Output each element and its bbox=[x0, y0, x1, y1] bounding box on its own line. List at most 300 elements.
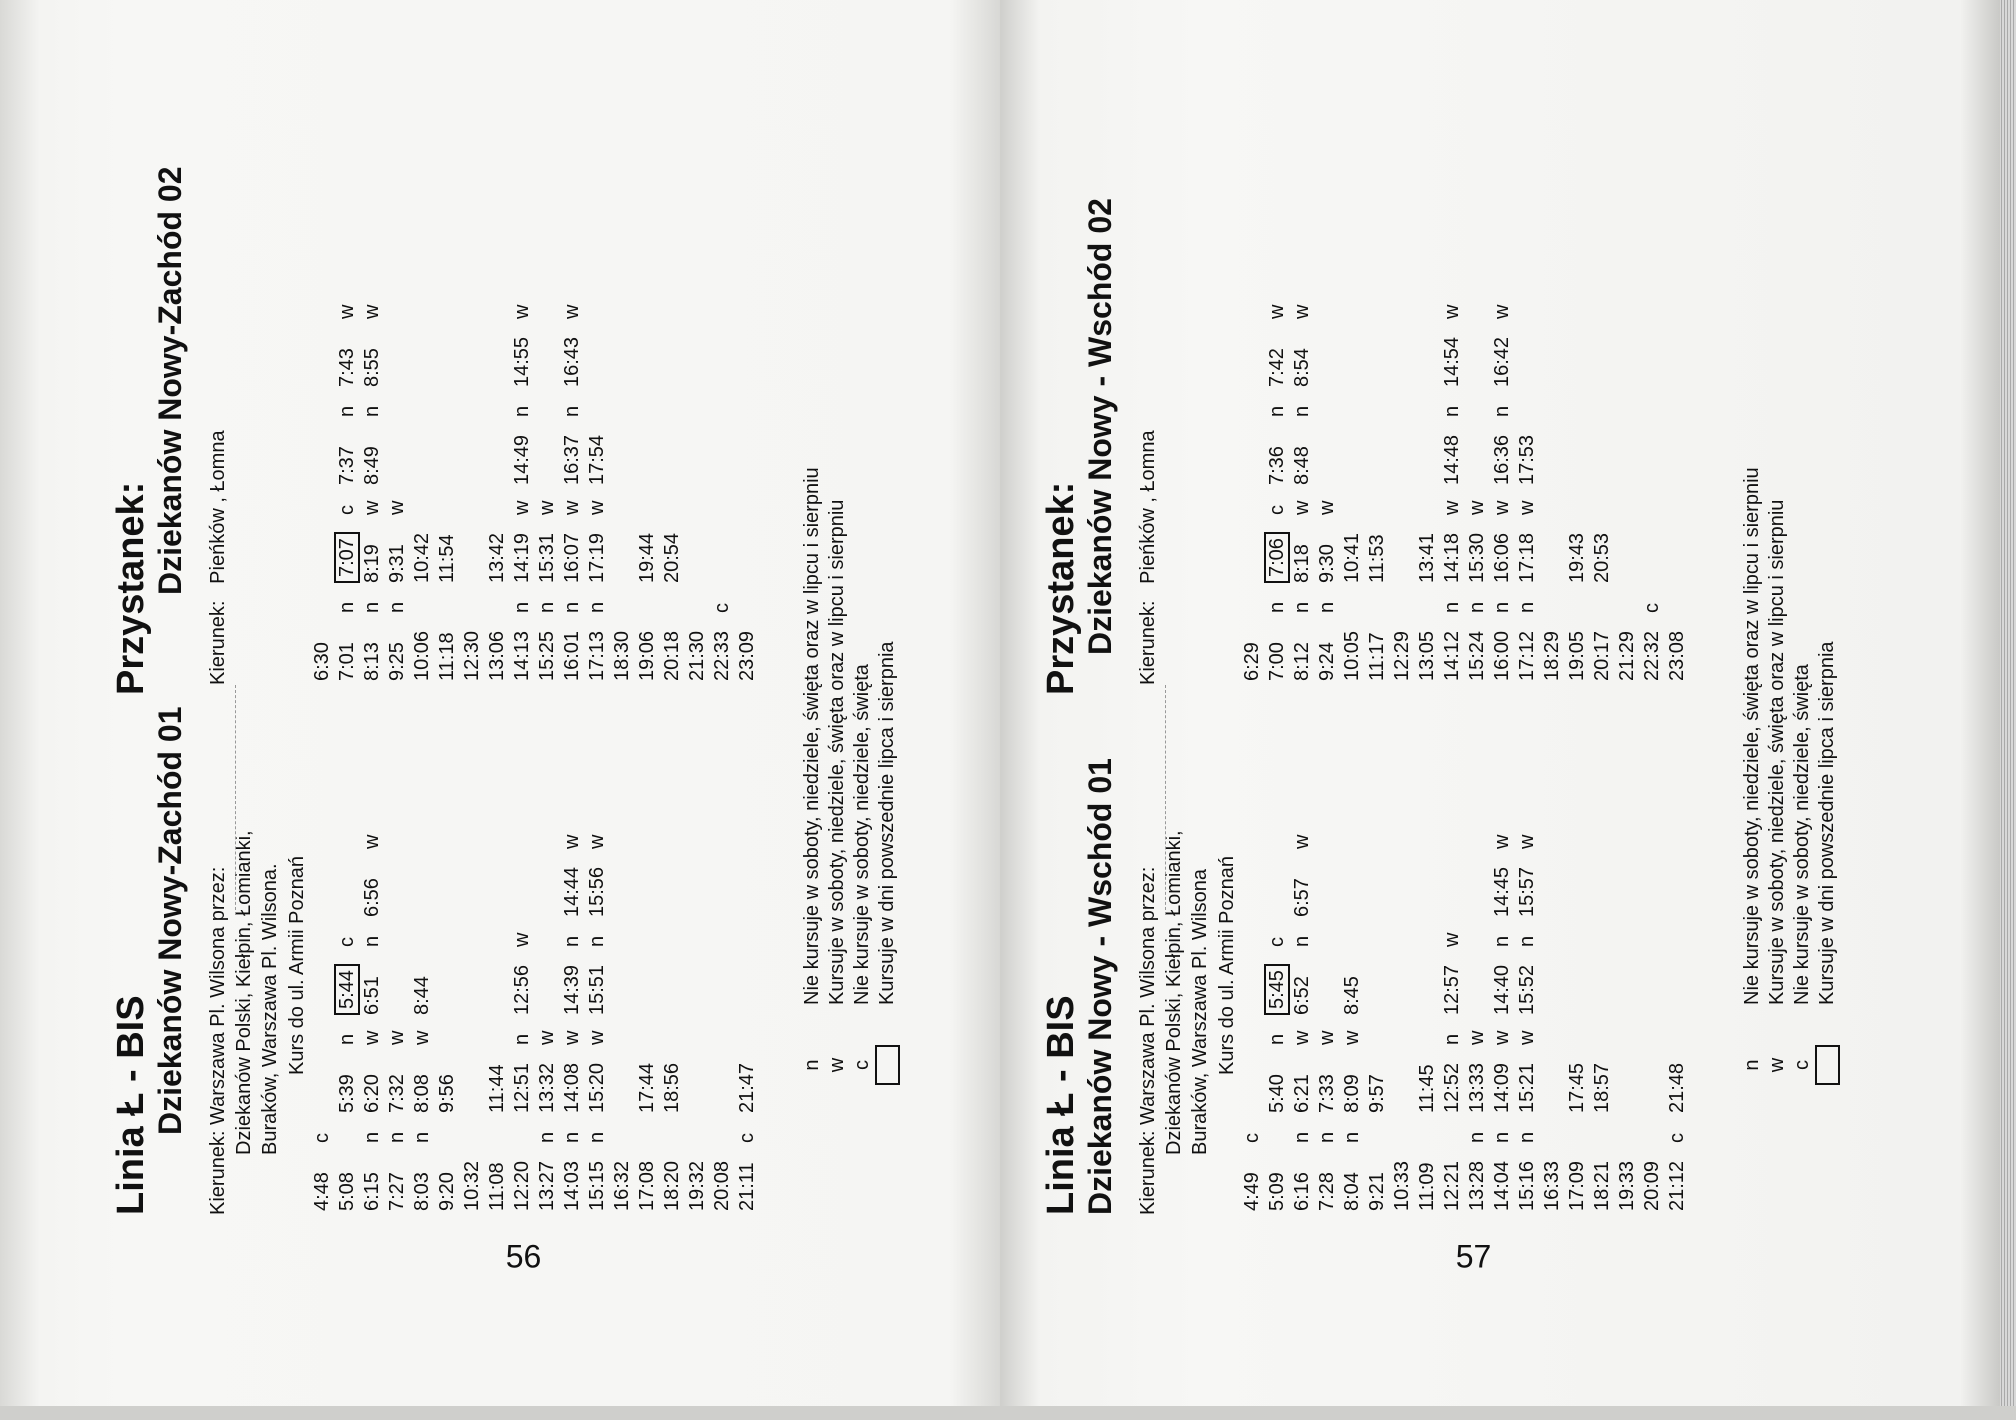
departure-time: 19:43 bbox=[1566, 532, 1588, 583]
departure-mark bbox=[685, 489, 710, 519]
timetable-row bbox=[1590, 293, 1615, 685]
kierunek-block-2: Kierunek: Pieńków , Łomna bbox=[207, 430, 229, 685]
timetable-row bbox=[1290, 823, 1315, 1215]
departure-mark bbox=[1340, 921, 1365, 951]
departure-time: 12:51 bbox=[511, 1062, 533, 1113]
timetable-row bbox=[660, 823, 685, 1215]
departure-mark bbox=[1615, 1019, 1640, 1049]
departure-time: 13:41 bbox=[1416, 532, 1438, 583]
departure-time bbox=[535, 421, 560, 489]
departure-time bbox=[1265, 853, 1290, 921]
departure-time: 8:54 bbox=[1291, 348, 1313, 387]
timetable-row bbox=[1365, 823, 1390, 1215]
departure-time: 8:55 bbox=[361, 348, 383, 387]
departure-time: 14:54 bbox=[1441, 336, 1463, 387]
departure-mark bbox=[1640, 293, 1665, 323]
departure-mark bbox=[685, 1117, 710, 1147]
departure-time: 15:16 bbox=[1516, 1160, 1538, 1211]
departure-time bbox=[660, 421, 685, 489]
departure-mark bbox=[1640, 1117, 1665, 1147]
departure-mark bbox=[735, 391, 760, 421]
departure-mark bbox=[1365, 293, 1390, 323]
departure-time: 18:29 bbox=[1541, 630, 1563, 681]
departure-mark: n bbox=[1441, 601, 1463, 613]
legend-text: Kursuje w dni powszednie lipca i sierpnia bbox=[876, 641, 898, 1005]
timetable-row bbox=[460, 293, 485, 685]
departure-mark bbox=[1665, 391, 1690, 421]
departure-time: 14:04 bbox=[1491, 1160, 1513, 1211]
departure-mark bbox=[710, 1117, 735, 1147]
departure-mark: w bbox=[511, 500, 533, 515]
departure-mark bbox=[310, 293, 335, 323]
departure-mark: n bbox=[1266, 601, 1288, 613]
legend-box-symbol bbox=[1815, 1045, 1840, 1085]
departure-mark bbox=[735, 489, 760, 519]
departure-mark bbox=[660, 489, 685, 519]
departure-time bbox=[1365, 421, 1390, 489]
departure-mark bbox=[685, 293, 710, 323]
departure-time: 14:48 bbox=[1441, 434, 1463, 485]
departure-time: 18:30 bbox=[611, 630, 633, 681]
departure-time bbox=[1615, 519, 1640, 587]
departure-time bbox=[1665, 421, 1690, 489]
departure-time: 13:28 bbox=[1466, 1160, 1488, 1211]
departure-mark bbox=[1590, 921, 1615, 951]
kierunek-block-1: Kierunek: Warszawa Pl. Wilsona przez: Dziekanów Polski, Kiełpin, Łomianki, Buraków, Warszawa Pl. Wilsona. bbox=[207, 830, 281, 1215]
departure-mark bbox=[1565, 489, 1590, 519]
departure-mark: w bbox=[386, 1030, 408, 1045]
departure-time: 15:56 bbox=[586, 866, 608, 917]
departure-time: 15:57 bbox=[1516, 866, 1538, 917]
departure-mark: n bbox=[561, 1131, 583, 1143]
departure-mark: w bbox=[586, 1030, 608, 1045]
departure-time bbox=[1315, 421, 1340, 489]
departure-mark bbox=[660, 587, 685, 617]
departure-mark bbox=[435, 921, 460, 951]
departure-mark: w bbox=[1466, 1030, 1488, 1045]
departure-mark: n bbox=[1291, 405, 1313, 417]
departure-mark bbox=[660, 293, 685, 323]
departure-mark bbox=[1590, 823, 1615, 853]
departure-mark bbox=[1340, 587, 1365, 617]
departure-time bbox=[1415, 323, 1440, 391]
departure-mark: w bbox=[1491, 834, 1513, 849]
departure-mark: n bbox=[1266, 1033, 1288, 1045]
departure-time bbox=[1540, 1049, 1565, 1117]
departure-mark: w bbox=[1441, 932, 1463, 947]
legend-text: Kursuje w soboty, niedziele, święta oraz w lipcu i sierpniu bbox=[826, 499, 848, 1005]
departure-mark bbox=[1240, 1019, 1265, 1049]
departure-mark bbox=[1265, 1117, 1290, 1147]
departure-time: 13:06 bbox=[486, 630, 508, 681]
timetable-row bbox=[1515, 823, 1540, 1215]
legend-symbol: n bbox=[1741, 1059, 1763, 1071]
departure-time bbox=[1590, 951, 1615, 1019]
departure-mark bbox=[1540, 1117, 1565, 1147]
departure-mark: n bbox=[561, 935, 583, 947]
departure-time bbox=[610, 421, 635, 489]
right-page-content bbox=[1040, 65, 1900, 1275]
departure-mark bbox=[410, 921, 435, 951]
timetable-row bbox=[560, 823, 585, 1215]
departure-mark bbox=[710, 391, 735, 421]
timetable-row bbox=[360, 293, 385, 685]
departure-mark bbox=[1240, 391, 1265, 421]
departure-mark bbox=[1315, 293, 1340, 323]
departure-time: 23:08 bbox=[1666, 630, 1688, 681]
timetable-row bbox=[610, 823, 635, 1215]
departure-time: 8:13 bbox=[361, 642, 383, 681]
departure-mark bbox=[610, 391, 635, 421]
timetable-row bbox=[635, 293, 660, 685]
departure-time bbox=[1640, 951, 1665, 1019]
departure-mark: n bbox=[586, 601, 608, 613]
departure-mark bbox=[460, 921, 485, 951]
timetable-row bbox=[635, 823, 660, 1215]
page-number: 57 bbox=[1455, 1238, 1492, 1275]
departure-mark bbox=[435, 293, 460, 323]
departure-mark bbox=[635, 1117, 660, 1147]
departure-time bbox=[610, 323, 635, 391]
departure-mark: w bbox=[386, 500, 408, 515]
departure-time bbox=[660, 323, 685, 391]
legend-item bbox=[800, 467, 825, 1085]
departure-time bbox=[1315, 853, 1340, 921]
departure-mark bbox=[1365, 921, 1390, 951]
departure-mark bbox=[335, 823, 360, 853]
departure-mark bbox=[460, 587, 485, 617]
departure-mark bbox=[385, 921, 410, 951]
departure-time: 22:33 bbox=[711, 630, 733, 681]
departure-time: 7:43 bbox=[336, 348, 358, 387]
departure-time bbox=[1565, 323, 1590, 391]
departure-mark bbox=[1565, 1117, 1590, 1147]
timetable-row bbox=[585, 293, 610, 685]
departure-mark bbox=[310, 587, 335, 617]
departure-mark bbox=[1590, 391, 1615, 421]
departure-mark bbox=[610, 293, 635, 323]
departure-time: 6:15 bbox=[361, 1172, 383, 1211]
departure-time bbox=[1590, 853, 1615, 921]
departure-mark bbox=[735, 921, 760, 951]
departure-time: 8:03 bbox=[411, 1172, 433, 1211]
departure-time: 5:44 bbox=[335, 951, 360, 1019]
departure-time: 10:42 bbox=[411, 532, 433, 583]
departure-mark bbox=[1465, 921, 1490, 951]
departure-time: 19:06 bbox=[636, 630, 658, 681]
departure-mark bbox=[610, 489, 635, 519]
timetable-row bbox=[1340, 293, 1365, 685]
timetable-row bbox=[535, 293, 560, 685]
departure-mark bbox=[485, 293, 510, 323]
departure-mark bbox=[685, 1019, 710, 1049]
departure-time: 17:09 bbox=[1566, 1160, 1588, 1211]
legend-text: Nie kursuje w soboty, niedziele, święta bbox=[851, 664, 873, 1005]
departure-mark: w bbox=[1516, 500, 1538, 515]
departure-time: 14:09 bbox=[1491, 1062, 1513, 1113]
departure-mark bbox=[1665, 293, 1690, 323]
departure-time: 14:19 bbox=[511, 532, 533, 583]
book-bottom-edge bbox=[0, 1406, 2016, 1420]
legend-text: Nie kursuje w soboty, niedziele, święta oraz w lipcu i sierpniu bbox=[801, 467, 823, 1005]
departure-time bbox=[410, 323, 435, 391]
departure-mark bbox=[710, 1019, 735, 1049]
departure-mark: w bbox=[561, 1030, 583, 1045]
departure-mark bbox=[1615, 823, 1640, 853]
departure-mark bbox=[1540, 391, 1565, 421]
departure-mark: w bbox=[1291, 1030, 1313, 1045]
timetable-row bbox=[1265, 823, 1290, 1215]
direction-title-1: Dziekanów Nowy-Zachód 01 bbox=[152, 706, 188, 1135]
departure-time bbox=[1640, 323, 1665, 391]
departure-mark: n bbox=[1516, 1131, 1538, 1143]
departure-time: 20:09 bbox=[1641, 1160, 1663, 1211]
departure-time bbox=[1465, 323, 1490, 391]
departure-mark bbox=[1390, 489, 1415, 519]
departure-mark: w bbox=[1466, 500, 1488, 515]
departure-time: 16:33 bbox=[1541, 1160, 1563, 1211]
departure-mark bbox=[1540, 587, 1565, 617]
direction-title-2: Dziekanów Nowy - Wschód 02 bbox=[1082, 198, 1118, 655]
departure-mark bbox=[385, 391, 410, 421]
timetable-row bbox=[1365, 293, 1390, 685]
departure-time bbox=[1465, 421, 1490, 489]
departure-time bbox=[1640, 519, 1665, 587]
departure-mark: w bbox=[1516, 834, 1538, 849]
departure-mark: n bbox=[536, 601, 558, 613]
departure-time: 20:53 bbox=[1591, 532, 1613, 583]
departure-time: 9:31 bbox=[386, 544, 408, 583]
departure-mark bbox=[1590, 1117, 1615, 1147]
departure-mark bbox=[1640, 391, 1665, 421]
departure-mark: n bbox=[411, 1131, 433, 1143]
departure-time: 5:40 bbox=[1266, 1074, 1288, 1113]
departure-time bbox=[1590, 421, 1615, 489]
departure-mark bbox=[310, 823, 335, 853]
departure-time: 15:31 bbox=[536, 532, 558, 583]
departure-time: 12:21 bbox=[1441, 1160, 1463, 1211]
departure-mark: c bbox=[1266, 937, 1288, 947]
timetable-row bbox=[710, 293, 735, 685]
departure-time bbox=[1315, 951, 1340, 1019]
departure-mark bbox=[435, 489, 460, 519]
departure-time: 5:45 bbox=[1265, 951, 1290, 1019]
timetable-row bbox=[1290, 293, 1315, 685]
departure-mark bbox=[1640, 823, 1665, 853]
departure-time bbox=[710, 1049, 735, 1117]
departure-time bbox=[1565, 421, 1590, 489]
legend-item bbox=[1740, 467, 1765, 1085]
departure-mark: w bbox=[586, 834, 608, 849]
departure-time: 8:45 bbox=[1341, 976, 1363, 1015]
departure-mark: n bbox=[1441, 405, 1463, 417]
departure-time bbox=[1340, 323, 1365, 391]
departure-time: 9:30 bbox=[1316, 544, 1338, 583]
departure-mark bbox=[435, 1019, 460, 1049]
legend-item bbox=[1790, 467, 1815, 1085]
departure-time bbox=[385, 323, 410, 391]
departure-time: 13:32 bbox=[536, 1062, 558, 1113]
departure-mark bbox=[1415, 587, 1440, 617]
departure-mark bbox=[1415, 921, 1440, 951]
departure-mark: w bbox=[361, 834, 383, 849]
departure-time: 7:00 bbox=[1266, 642, 1288, 681]
departure-mark bbox=[485, 391, 510, 421]
departure-mark bbox=[1315, 391, 1340, 421]
departure-time bbox=[635, 421, 660, 489]
departure-time: 17:18 bbox=[1516, 532, 1538, 583]
departure-time bbox=[710, 421, 735, 489]
departure-mark bbox=[635, 293, 660, 323]
departure-time: 18:20 bbox=[661, 1160, 683, 1211]
departure-time: 12:30 bbox=[461, 630, 483, 681]
departure-time: 8:49 bbox=[361, 446, 383, 485]
departure-mark: n bbox=[361, 935, 383, 947]
departure-time bbox=[1565, 951, 1590, 1019]
departure-mark bbox=[1390, 293, 1415, 323]
departure-time: 12:52 bbox=[1441, 1062, 1463, 1113]
legend-item bbox=[850, 467, 875, 1085]
departure-time bbox=[1665, 951, 1690, 1019]
departure-mark: w bbox=[1516, 1030, 1538, 1045]
legend-symbol: c bbox=[851, 1060, 873, 1070]
departure-mark bbox=[535, 921, 560, 951]
departure-time: 16:32 bbox=[611, 1160, 633, 1211]
departure-time: 23:09 bbox=[736, 630, 758, 681]
departure-mark: w bbox=[1291, 834, 1313, 849]
departure-time: 10:33 bbox=[1391, 1160, 1413, 1211]
timetable-row bbox=[1565, 293, 1590, 685]
legend bbox=[1740, 467, 1840, 1085]
timetable-row bbox=[1390, 293, 1415, 685]
departure-time: 17:08 bbox=[636, 1160, 658, 1211]
departure-time: 8:18 bbox=[1291, 544, 1313, 583]
departure-time: 14:08 bbox=[561, 1062, 583, 1113]
departure-time bbox=[1415, 951, 1440, 1019]
departure-time: 6:16 bbox=[1291, 1172, 1313, 1211]
timetable-row bbox=[1665, 823, 1690, 1215]
departure-time: 12:57 bbox=[1441, 964, 1463, 1015]
departure-mark: n bbox=[361, 601, 383, 613]
departure-time: 8:19 bbox=[361, 544, 383, 583]
departure-time: 11:45 bbox=[1416, 1064, 1438, 1113]
departure-time bbox=[1390, 519, 1415, 587]
departure-mark bbox=[660, 1019, 685, 1049]
departure-mark bbox=[1415, 391, 1440, 421]
departure-time bbox=[685, 1049, 710, 1117]
departure-time: 5:39 bbox=[336, 1074, 358, 1113]
departure-time bbox=[1665, 519, 1690, 587]
departure-mark bbox=[735, 1019, 760, 1049]
departure-time bbox=[435, 421, 460, 489]
departure-time bbox=[535, 323, 560, 391]
kierunek-block-1: Kierunek: Warszawa Pl. Wilsona przez: Dziekanów Polski, Kiełpin, Łomianki, Buraków, Warszawa Pl. Wilsona bbox=[1137, 830, 1211, 1215]
departure-mark bbox=[660, 391, 685, 421]
departure-time: 18:57 bbox=[1591, 1062, 1613, 1113]
departure-time bbox=[1340, 853, 1365, 921]
departure-mark bbox=[1565, 823, 1590, 853]
departure-mark: n bbox=[386, 601, 408, 613]
departure-time: 7:42 bbox=[1266, 348, 1288, 387]
departure-mark: n bbox=[511, 1033, 533, 1045]
departure-time bbox=[310, 421, 335, 489]
departure-mark: c bbox=[1241, 1133, 1263, 1143]
departure-mark: w bbox=[511, 932, 533, 947]
departure-mark bbox=[535, 293, 560, 323]
departure-mark bbox=[1440, 823, 1465, 853]
departure-time bbox=[1240, 1049, 1265, 1117]
departure-time bbox=[1590, 323, 1615, 391]
departure-time: 8:12 bbox=[1291, 642, 1313, 681]
departure-time bbox=[1540, 323, 1565, 391]
timetable-row bbox=[1540, 823, 1565, 1215]
departure-time: 21:11 bbox=[736, 1162, 758, 1211]
departure-mark bbox=[485, 489, 510, 519]
departure-time: 17:19 bbox=[586, 532, 608, 583]
departure-mark: w bbox=[561, 500, 583, 515]
departure-mark bbox=[1365, 587, 1390, 617]
departure-time bbox=[610, 951, 635, 1019]
departure-mark: n bbox=[561, 601, 583, 613]
departure-mark: w bbox=[336, 304, 358, 319]
departure-time bbox=[735, 853, 760, 921]
departure-time bbox=[1340, 421, 1365, 489]
departure-time: 15:15 bbox=[586, 1160, 608, 1211]
departure-mark bbox=[485, 1019, 510, 1049]
departure-mark bbox=[435, 391, 460, 421]
departure-mark bbox=[1240, 921, 1265, 951]
departure-mark bbox=[1665, 921, 1690, 951]
departure-time: 9:56 bbox=[436, 1074, 458, 1113]
departure-mark bbox=[660, 1117, 685, 1147]
departure-mark: w bbox=[1316, 500, 1338, 515]
departure-mark bbox=[1665, 1019, 1690, 1049]
departure-time: 14:45 bbox=[1491, 866, 1513, 917]
departure-mark bbox=[660, 921, 685, 951]
timetable-row bbox=[510, 293, 535, 685]
departure-mark bbox=[1665, 587, 1690, 617]
departure-mark bbox=[1365, 1117, 1390, 1147]
departure-mark: n bbox=[1516, 935, 1538, 947]
departure-mark bbox=[385, 293, 410, 323]
legend-item bbox=[1765, 467, 1790, 1085]
departure-time: 7:06 bbox=[1265, 519, 1290, 587]
departure-mark: w bbox=[561, 304, 583, 319]
timetable-row bbox=[1615, 293, 1640, 685]
departure-mark bbox=[710, 489, 735, 519]
departure-time: 14:39 bbox=[561, 964, 583, 1015]
departure-mark bbox=[310, 391, 335, 421]
departure-time: 22:32 bbox=[1641, 630, 1663, 681]
departure-time: 20:17 bbox=[1591, 630, 1613, 681]
departure-time: 14:13 bbox=[511, 630, 533, 681]
departure-mark bbox=[310, 489, 335, 519]
legend-item bbox=[875, 467, 900, 1085]
departure-time bbox=[1365, 951, 1390, 1019]
departure-time bbox=[460, 323, 485, 391]
timetable-row bbox=[1390, 823, 1415, 1215]
departure-time bbox=[410, 853, 435, 921]
departure-mark: n bbox=[1316, 601, 1338, 613]
departure-time: 12:20 bbox=[511, 1160, 533, 1211]
departure-mark: w bbox=[1341, 1030, 1363, 1045]
departure-time bbox=[710, 853, 735, 921]
departure-mark bbox=[1315, 921, 1340, 951]
departure-mark bbox=[1665, 489, 1690, 519]
departure-time: 7:37 bbox=[336, 446, 358, 485]
departure-time: 17:53 bbox=[1516, 434, 1538, 485]
departure-time: 15:25 bbox=[536, 630, 558, 681]
